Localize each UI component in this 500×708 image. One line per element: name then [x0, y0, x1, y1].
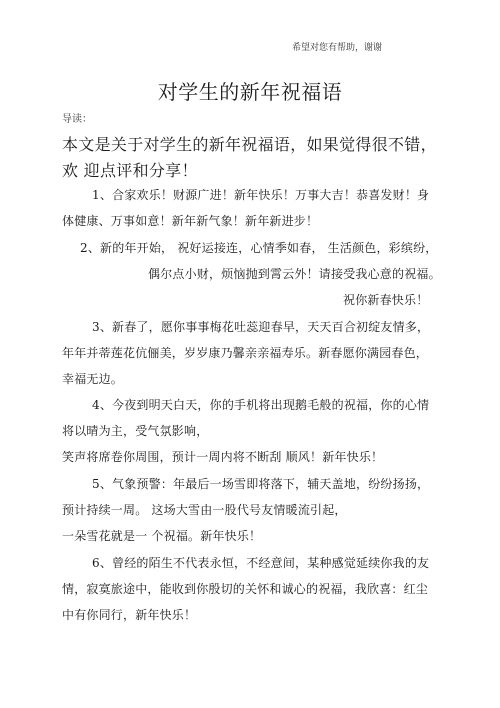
paragraph-line: 年年并蒂莲花伉俪美，岁岁康乃馨亲亲福寿乐。新春愿你满园春色，	[62, 346, 429, 360]
paragraph-line: 偶尔点小财，烦恼抛到霄云外！请接受我心意的祝福。	[148, 267, 441, 281]
paragraph-line: 1、合家欢乐！财源广进！新年快乐！万事大吉！恭喜发财！身	[92, 188, 430, 202]
paragraph-line: 中有你同行，新年快乐！	[62, 608, 197, 622]
paragraph-line: 一朵雪花就是一 个祝福。新年快乐！	[62, 529, 262, 543]
paragraph-line: 5、气象预警：年最后一场雪即将落下，辅天盖地，纷纷扬扬，	[92, 477, 430, 491]
paragraph-line: 2、新的年开始， 祝好运接连，心情季如春， 生活颜色，彩缤纷，	[80, 241, 438, 255]
lead-label: 导读：	[62, 114, 92, 125]
paragraph-line: 将以晴为主，受气氛影响，	[62, 424, 209, 438]
paragraph-line: 3、新春了，愿你事事梅花吐蕊迎春早，天天百合初绽友情多，	[92, 320, 430, 334]
paragraph-line: 笑声将席卷你周围，预计一周内将不断刮 顺风！新年快乐！	[62, 450, 384, 464]
paragraph-line: 预计持续一周。 这场大雪由一股代号友情暖流引起，	[62, 503, 347, 517]
paragraph-line: 6、曾经的陌生不代表永恒，不经意间，某种感觉延续你我的友	[92, 556, 430, 570]
header-note: 希望对您有帮助，谢谢	[292, 43, 383, 53]
intro-line: 本文是关于对学生的新年祝福语，如果觉得很不错，	[62, 135, 437, 154]
paragraph-line: 幸福无边。	[62, 372, 124, 386]
paragraph-line: 情，寂寞旅途中，能收到你殷切的关怀和诚心的祝福，我欣喜：红尘	[62, 582, 429, 596]
paragraph-line: 祝你新春快乐！	[343, 293, 429, 307]
paragraph-line: 4、今夜到明天白天，你的手机将出现鹅毛般的祝福，你的心情	[92, 398, 430, 412]
page-title: 对学生的新年祝福语	[157, 80, 343, 104]
paragraph-line: 体健康、万事如意！新年新气象！新年新进步！	[62, 214, 319, 228]
intro-line: 欢 迎点评和分享！	[62, 161, 198, 180]
